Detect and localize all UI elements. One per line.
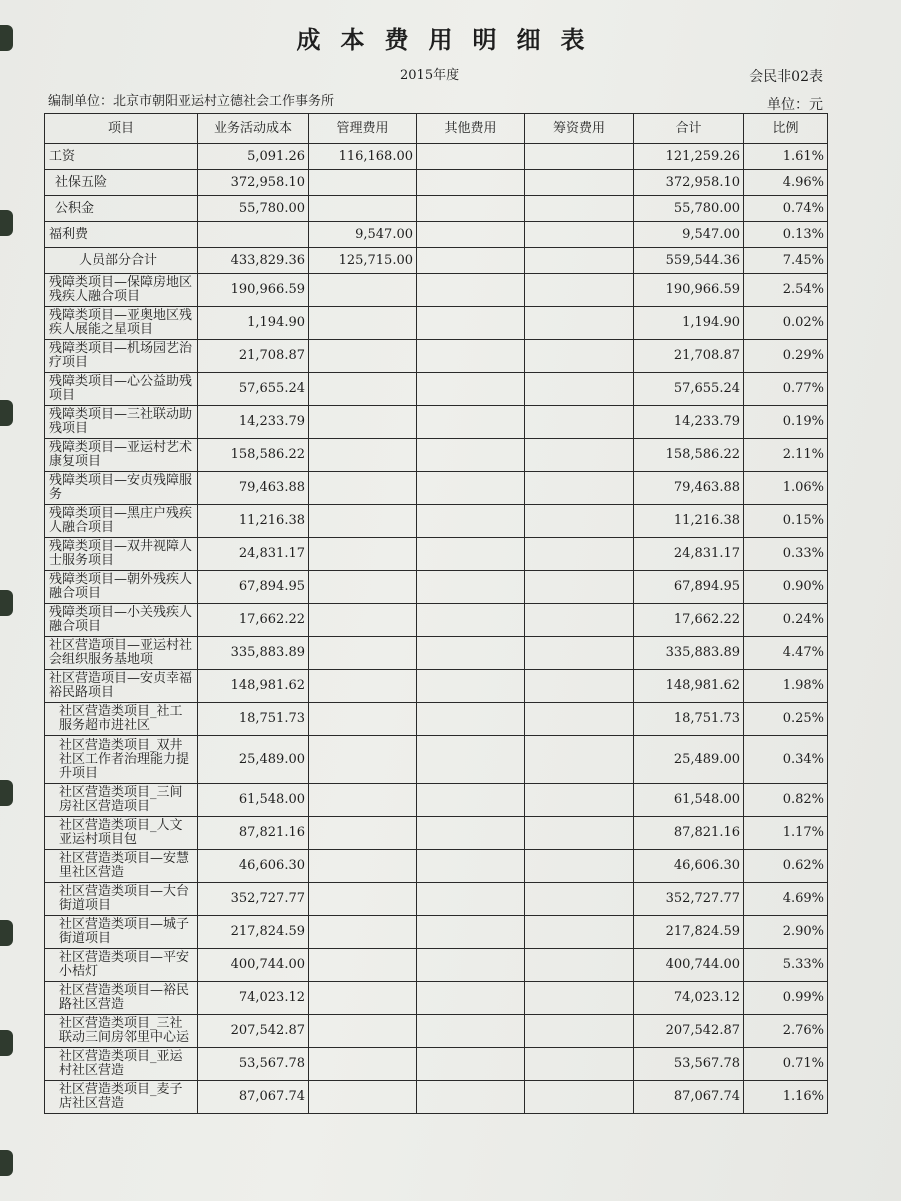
business-cost-cell: 352,727.77 xyxy=(198,883,309,916)
financing-cost-cell xyxy=(525,307,634,340)
table-row xyxy=(45,1081,828,1114)
business-cost-cell: 67,894.95 xyxy=(198,571,309,604)
item-cell: 残障类项目—亚运村艺术康复项目 xyxy=(45,439,198,472)
total-cell: 18,751.73 xyxy=(634,703,744,736)
management-cost-cell xyxy=(309,949,417,982)
table-row xyxy=(45,340,828,373)
financing-cost-cell xyxy=(525,703,634,736)
item-cell: 公积金 xyxy=(45,196,198,222)
document-title: 成本费用明细表 xyxy=(296,26,605,54)
item-cell: 社区营造类项目_双井社区工作者治理能力提升项目 xyxy=(45,736,198,784)
total-cell: 53,567.78 xyxy=(634,1048,744,1081)
report-period: 2015年度 xyxy=(400,68,460,83)
table-row xyxy=(45,736,828,784)
item-cell: 残障类项目—朝外残疾人融合项目 xyxy=(45,571,198,604)
other-cost-cell xyxy=(417,850,525,883)
business-cost-cell: 53,567.78 xyxy=(198,1048,309,1081)
other-cost-cell xyxy=(417,604,525,637)
table-row xyxy=(45,817,828,850)
financing-cost-cell xyxy=(525,274,634,307)
total-cell: 9,547.00 xyxy=(634,222,744,248)
financing-cost-cell xyxy=(525,406,634,439)
other-cost-cell xyxy=(417,1081,525,1114)
financing-cost-cell xyxy=(525,883,634,916)
table-row xyxy=(45,637,828,670)
total-cell: 400,744.00 xyxy=(634,949,744,982)
financing-cost-cell xyxy=(525,505,634,538)
other-cost-cell xyxy=(417,248,525,274)
table-row xyxy=(45,196,828,222)
business-cost-cell: 11,216.38 xyxy=(198,505,309,538)
table-row xyxy=(45,850,828,883)
other-cost-cell xyxy=(417,274,525,307)
item-cell: 残障类项目—三社联动助残项目 xyxy=(45,406,198,439)
column-header: 项目 xyxy=(45,114,198,144)
ratio-cell: 0.34% xyxy=(744,736,828,784)
other-cost-cell xyxy=(417,784,525,817)
business-cost-cell: 1,194.90 xyxy=(198,307,309,340)
business-cost-cell: 46,606.30 xyxy=(198,850,309,883)
item-cell: 社区营造类项目_麦子店社区营造 xyxy=(45,1081,198,1114)
total-cell: 1,194.90 xyxy=(634,307,744,340)
management-cost-cell xyxy=(309,604,417,637)
cost-detail-table xyxy=(44,113,828,1114)
management-cost-cell xyxy=(309,784,417,817)
financing-cost-cell xyxy=(525,784,634,817)
other-cost-cell xyxy=(417,472,525,505)
financing-cost-cell xyxy=(525,340,634,373)
total-cell: 121,259.26 xyxy=(634,144,744,170)
other-cost-cell xyxy=(417,637,525,670)
ratio-cell: 1.61% xyxy=(744,144,828,170)
business-cost-cell: 17,662.22 xyxy=(198,604,309,637)
management-cost-cell xyxy=(309,916,417,949)
table-row xyxy=(45,916,828,949)
item-cell: 残障类项目—保障房地区残疾人融合项目 xyxy=(45,274,198,307)
total-cell: 21,708.87 xyxy=(634,340,744,373)
management-cost-cell xyxy=(309,538,417,571)
ratio-cell: 0.82% xyxy=(744,784,828,817)
item-cell: 工资 xyxy=(45,144,198,170)
binder-hole xyxy=(0,400,13,426)
total-cell: 74,023.12 xyxy=(634,982,744,1015)
other-cost-cell xyxy=(417,1015,525,1048)
ratio-cell: 0.62% xyxy=(744,850,828,883)
item-cell: 福利费 xyxy=(45,222,198,248)
management-cost-cell xyxy=(309,736,417,784)
management-cost-cell xyxy=(309,703,417,736)
business-cost-cell: 25,489.00 xyxy=(198,736,309,784)
financing-cost-cell xyxy=(525,170,634,196)
financing-cost-cell xyxy=(525,1081,634,1114)
other-cost-cell xyxy=(417,817,525,850)
other-cost-cell xyxy=(417,916,525,949)
other-cost-cell xyxy=(417,538,525,571)
table-row xyxy=(45,144,828,170)
ratio-cell: 0.33% xyxy=(744,538,828,571)
management-cost-cell xyxy=(309,670,417,703)
table-row xyxy=(45,439,828,472)
column-header: 筹资费用 xyxy=(525,114,634,144)
ratio-cell: 0.24% xyxy=(744,604,828,637)
total-cell: 158,586.22 xyxy=(634,439,744,472)
item-cell: 社区营造项目—安贞幸福裕民路项目 xyxy=(45,670,198,703)
management-cost-cell xyxy=(309,406,417,439)
total-cell: 57,655.24 xyxy=(634,373,744,406)
ratio-cell: 0.71% xyxy=(744,1048,828,1081)
management-cost-cell xyxy=(309,340,417,373)
binder-hole xyxy=(0,920,13,946)
management-cost-cell: 116,168.00 xyxy=(309,144,417,170)
management-cost-cell xyxy=(309,637,417,670)
ratio-cell: 4.47% xyxy=(744,637,828,670)
management-cost-cell xyxy=(309,196,417,222)
total-cell: 25,489.00 xyxy=(634,736,744,784)
management-cost-cell xyxy=(309,505,417,538)
column-header: 比例 xyxy=(744,114,828,144)
management-cost-cell xyxy=(309,982,417,1015)
binder-hole xyxy=(0,780,13,806)
binder-hole xyxy=(0,1150,13,1176)
item-cell: 社区营造类项目—平安小桔灯 xyxy=(45,949,198,982)
total-cell: 61,548.00 xyxy=(634,784,744,817)
ratio-cell: 0.29% xyxy=(744,340,828,373)
financing-cost-cell xyxy=(525,571,634,604)
column-header: 其他费用 xyxy=(417,114,525,144)
financing-cost-cell xyxy=(525,222,634,248)
item-cell: 社区营造类项目_三社联动三间房邻里中心运 xyxy=(45,1015,198,1048)
business-cost-cell: 14,233.79 xyxy=(198,406,309,439)
financing-cost-cell xyxy=(525,1048,634,1081)
ratio-cell: 0.77% xyxy=(744,373,828,406)
business-cost-cell: 335,883.89 xyxy=(198,637,309,670)
binder-hole xyxy=(0,590,13,616)
item-cell: 残障类项目—安贞残障服务 xyxy=(45,472,198,505)
table-row xyxy=(45,222,828,248)
management-cost-cell xyxy=(309,307,417,340)
table-row xyxy=(45,1015,828,1048)
business-cost-cell: 57,655.24 xyxy=(198,373,309,406)
item-cell: 社区营造类项目_人文亚运村项目包 xyxy=(45,817,198,850)
business-cost-cell: 148,981.62 xyxy=(198,670,309,703)
financing-cost-cell xyxy=(525,817,634,850)
item-cell: 社保五险 xyxy=(45,170,198,196)
total-cell: 335,883.89 xyxy=(634,637,744,670)
table-row xyxy=(45,604,828,637)
item-cell: 人员部分合计 xyxy=(45,248,198,274)
total-cell: 14,233.79 xyxy=(634,406,744,439)
table-header-row xyxy=(45,114,828,144)
other-cost-cell xyxy=(417,1048,525,1081)
total-cell: 217,824.59 xyxy=(634,916,744,949)
table-row xyxy=(45,949,828,982)
item-cell: 社区营造类项目—城子街道项目 xyxy=(45,916,198,949)
other-cost-cell xyxy=(417,439,525,472)
ratio-cell: 0.25% xyxy=(744,703,828,736)
financing-cost-cell xyxy=(525,604,634,637)
other-cost-cell xyxy=(417,670,525,703)
management-cost-cell xyxy=(309,850,417,883)
ratio-cell: 5.33% xyxy=(744,949,828,982)
table-row xyxy=(45,406,828,439)
management-cost-cell xyxy=(309,170,417,196)
management-cost-cell xyxy=(309,472,417,505)
column-header: 业务活动成本 xyxy=(198,114,309,144)
financing-cost-cell xyxy=(525,982,634,1015)
business-cost-cell: 74,023.12 xyxy=(198,982,309,1015)
binder-holes xyxy=(0,0,18,1201)
business-cost-cell: 400,744.00 xyxy=(198,949,309,982)
binder-hole xyxy=(0,210,13,236)
total-cell: 46,606.30 xyxy=(634,850,744,883)
financing-cost-cell xyxy=(525,144,634,170)
table-row xyxy=(45,274,828,307)
business-cost-cell: 217,824.59 xyxy=(198,916,309,949)
ratio-cell: 0.74% xyxy=(744,196,828,222)
item-cell: 残障类项目—黑庄户残疾人融合项目 xyxy=(45,505,198,538)
ratio-cell: 0.99% xyxy=(744,982,828,1015)
business-cost-cell: 87,067.74 xyxy=(198,1081,309,1114)
item-cell: 社区营造类项目_亚运村社区营造 xyxy=(45,1048,198,1081)
ratio-cell: 0.90% xyxy=(744,571,828,604)
other-cost-cell xyxy=(417,571,525,604)
total-cell: 190,966.59 xyxy=(634,274,744,307)
total-cell: 24,831.17 xyxy=(634,538,744,571)
other-cost-cell xyxy=(417,307,525,340)
table-row xyxy=(45,703,828,736)
ratio-cell: 0.15% xyxy=(744,505,828,538)
table-row xyxy=(45,505,828,538)
business-cost-cell: 5,091.26 xyxy=(198,144,309,170)
item-cell: 社区营造类项目—裕民路社区营造 xyxy=(45,982,198,1015)
table-row xyxy=(45,538,828,571)
table-row xyxy=(45,883,828,916)
other-cost-cell xyxy=(417,222,525,248)
financing-cost-cell xyxy=(525,196,634,222)
business-cost-cell: 372,958.10 xyxy=(198,170,309,196)
business-cost-cell: 55,780.00 xyxy=(198,196,309,222)
management-cost-cell xyxy=(309,817,417,850)
management-cost-cell xyxy=(309,274,417,307)
management-cost-cell xyxy=(309,883,417,916)
item-cell: 社区营造类项目—安慧里社区营造 xyxy=(45,850,198,883)
business-cost-cell: 79,463.88 xyxy=(198,472,309,505)
business-cost-cell: 21,708.87 xyxy=(198,340,309,373)
item-cell: 社区营造类项目_三间房社区营造项目 xyxy=(45,784,198,817)
business-cost-cell: 18,751.73 xyxy=(198,703,309,736)
other-cost-cell xyxy=(417,144,525,170)
business-cost-cell: 207,542.87 xyxy=(198,1015,309,1048)
total-cell: 67,894.95 xyxy=(634,571,744,604)
table-row xyxy=(45,472,828,505)
ratio-cell: 0.13% xyxy=(744,222,828,248)
column-header: 管理费用 xyxy=(309,114,417,144)
ratio-cell: 2.11% xyxy=(744,439,828,472)
total-cell: 17,662.22 xyxy=(634,604,744,637)
table-row xyxy=(45,307,828,340)
table-row xyxy=(45,1048,828,1081)
management-cost-cell xyxy=(309,571,417,604)
table-row xyxy=(45,170,828,196)
business-cost-cell: 24,831.17 xyxy=(198,538,309,571)
ratio-cell: 0.02% xyxy=(744,307,828,340)
total-cell: 11,216.38 xyxy=(634,505,744,538)
ratio-cell: 1.17% xyxy=(744,817,828,850)
financing-cost-cell xyxy=(525,248,634,274)
other-cost-cell xyxy=(417,196,525,222)
other-cost-cell xyxy=(417,505,525,538)
business-cost-cell: 158,586.22 xyxy=(198,439,309,472)
financing-cost-cell xyxy=(525,538,634,571)
total-cell: 372,958.10 xyxy=(634,170,744,196)
ratio-cell: 0.19% xyxy=(744,406,828,439)
total-cell: 87,821.16 xyxy=(634,817,744,850)
organization-label: 编制单位：北京市朝阳亚运村立德社会工作事务所 xyxy=(48,94,335,109)
other-cost-cell xyxy=(417,373,525,406)
financing-cost-cell xyxy=(525,637,634,670)
item-cell: 残障类项目—双井视障人士服务项目 xyxy=(45,538,198,571)
financing-cost-cell xyxy=(525,916,634,949)
management-cost-cell xyxy=(309,1081,417,1114)
ratio-cell: 2.76% xyxy=(744,1015,828,1048)
other-cost-cell xyxy=(417,703,525,736)
item-cell: 残障类项目—机场园艺治疗项目 xyxy=(45,340,198,373)
ratio-cell: 1.06% xyxy=(744,472,828,505)
table-row xyxy=(45,670,828,703)
total-cell: 87,067.74 xyxy=(634,1081,744,1114)
unit-label: 单位：元 xyxy=(767,97,823,113)
total-cell: 207,542.87 xyxy=(634,1015,744,1048)
business-cost-cell: 87,821.16 xyxy=(198,817,309,850)
ratio-cell: 1.98% xyxy=(744,670,828,703)
management-cost-cell xyxy=(309,1015,417,1048)
management-cost-cell xyxy=(309,439,417,472)
ratio-cell: 7.45% xyxy=(744,248,828,274)
table-row xyxy=(45,248,828,274)
other-cost-cell xyxy=(417,170,525,196)
ratio-cell: 2.90% xyxy=(744,916,828,949)
other-cost-cell xyxy=(417,982,525,1015)
total-cell: 352,727.77 xyxy=(634,883,744,916)
ratio-cell: 4.96% xyxy=(744,170,828,196)
binder-hole xyxy=(0,1030,13,1056)
financing-cost-cell xyxy=(525,850,634,883)
management-cost-cell: 125,715.00 xyxy=(309,248,417,274)
total-cell: 79,463.88 xyxy=(634,472,744,505)
financing-cost-cell xyxy=(525,736,634,784)
other-cost-cell xyxy=(417,736,525,784)
other-cost-cell xyxy=(417,883,525,916)
table-row xyxy=(45,373,828,406)
financing-cost-cell xyxy=(525,949,634,982)
ratio-cell: 2.54% xyxy=(744,274,828,307)
column-header: 合计 xyxy=(634,114,744,144)
other-cost-cell xyxy=(417,340,525,373)
business-cost-cell: 433,829.36 xyxy=(198,248,309,274)
financing-cost-cell xyxy=(525,1015,634,1048)
form-number: 会民非02表 xyxy=(749,69,823,85)
financing-cost-cell xyxy=(525,472,634,505)
total-cell: 55,780.00 xyxy=(634,196,744,222)
table-row xyxy=(45,571,828,604)
management-cost-cell: 9,547.00 xyxy=(309,222,417,248)
financing-cost-cell xyxy=(525,373,634,406)
item-cell: 社区营造类项目—大台街道项目 xyxy=(45,883,198,916)
ratio-cell: 4.69% xyxy=(744,883,828,916)
item-cell: 社区营造项目—亚运村社会组织服务基地项 xyxy=(45,637,198,670)
item-cell: 残障类项目—亚奥地区残疾人展能之星项目 xyxy=(45,307,198,340)
business-cost-cell xyxy=(198,222,309,248)
financing-cost-cell xyxy=(525,670,634,703)
item-cell: 社区营造类项目_社工服务超市进社区 xyxy=(45,703,198,736)
table-row xyxy=(45,982,828,1015)
management-cost-cell xyxy=(309,373,417,406)
business-cost-cell: 61,548.00 xyxy=(198,784,309,817)
management-cost-cell xyxy=(309,1048,417,1081)
total-cell: 148,981.62 xyxy=(634,670,744,703)
other-cost-cell xyxy=(417,949,525,982)
total-cell: 559,544.36 xyxy=(634,248,744,274)
ratio-cell: 1.16% xyxy=(744,1081,828,1114)
business-cost-cell: 190,966.59 xyxy=(198,274,309,307)
item-cell: 残障类项目—小关残疾人融合项目 xyxy=(45,604,198,637)
item-cell: 残障类项目—心公益助残项目 xyxy=(45,373,198,406)
other-cost-cell xyxy=(417,406,525,439)
financing-cost-cell xyxy=(525,439,634,472)
table-row xyxy=(45,784,828,817)
